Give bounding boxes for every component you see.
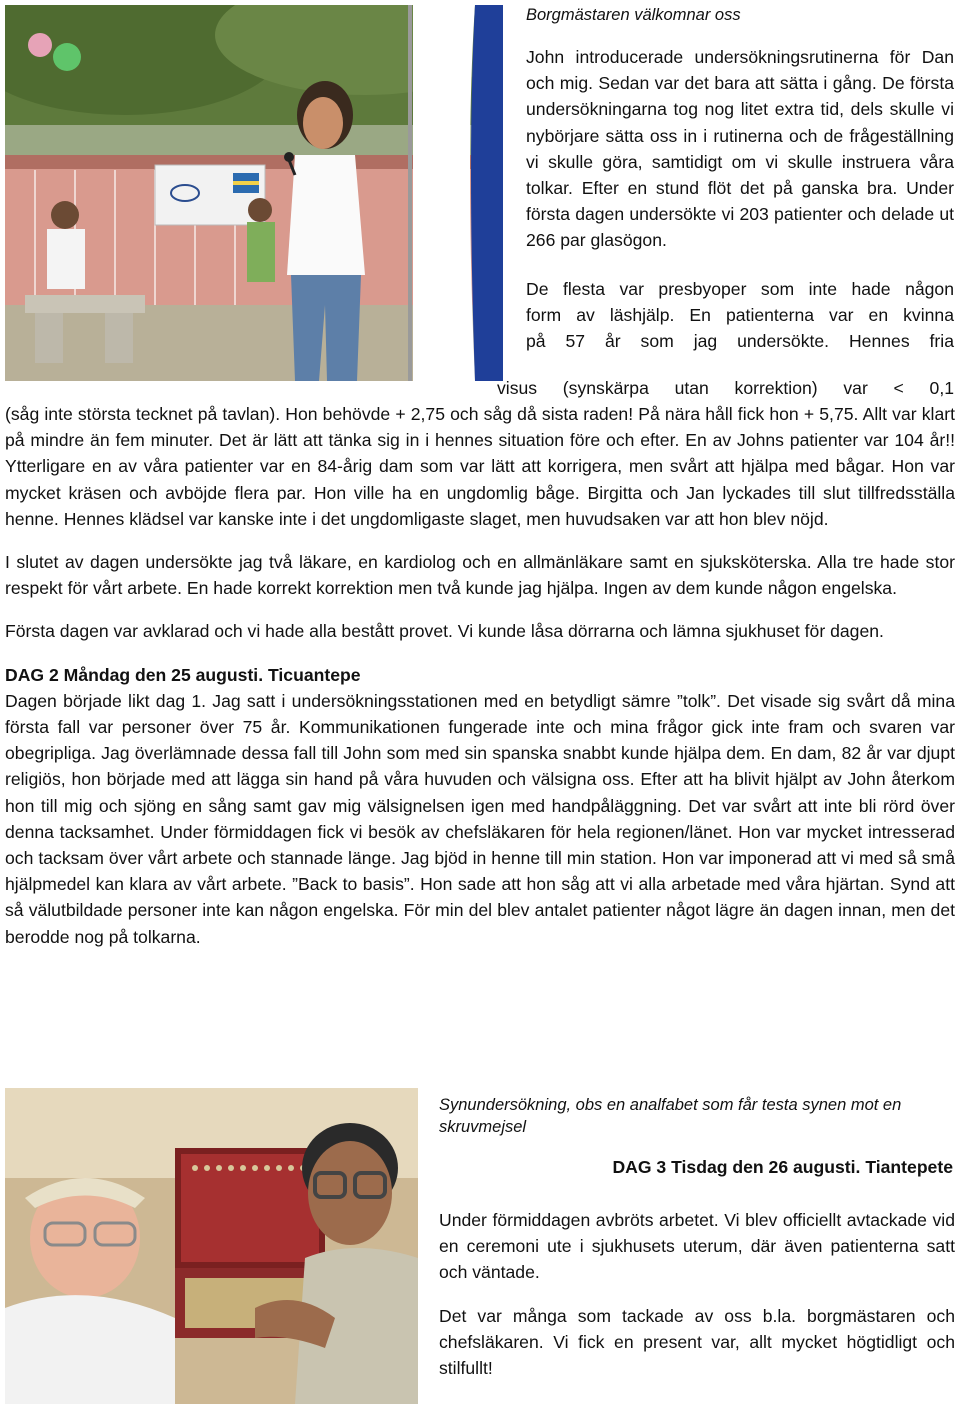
paragraph-day2: Dagen började likt dag 1. Jag satt i undersökningsstationen med en betydligt sämre ”tolk”. Det visade sig svårt då mina första fall var personer över 75 år. Kommunikationen fungerade inte och mina frågor gick inte fram och svaren var obegripliga. Jag överlämnade dessa fall till John som med sin spanska snabbt kunde hjälpa dem. En dam, 82 år var djupt religiös, hon började med att lägga sin hand på våra huvuden och välsigna oss. Efter att ha blivit hjälpt av John återkom hon till mig och sjöng en sång samt gav mig välsignelsen igen med handpåläggning. Det var svårt att inte bli rörd över denna tacksamhet. Under förmiddagen fick vi besök av chefsläkaren för hela regionen/länet. Hon var mycket intresserad och tacksam över vårt arbete och stannade länge. Jag bjöd in henne till min station. Hon var imponerad att vi med så små hjälpmedel kan klara av vårt arbete. ”Back to basis”. Hon sade att hon såg att vi alla arbetade med våra hjärtan. Synd att så välutbildade personer inte kan någon engelska. För min del blev antalet patienter något lägre än dagen innan, men det berodde nog på tolkarna. [5,690,955,947]
paragraph-intro: John introducerade undersökningsrutinerna för Dan och mig. Sedan var det bara att sätta i gång. De första undersökningarna tog nog litet extra tid, dels skulle vi nybörjare sätta oss in i rutinerna och de frågeställning vi skulle göra, samtidigt om vi skulle instruera våra tolkar. Efter en stund flöt det på ganska bra. Under första dagen undersökte vi 203 patienter och delade ut 266 par glasögon. [526,47,954,251]
text-line: på 57 år som jag undersökte. Hennes fria [526,331,954,352]
day3-text [439,1207,955,1381]
text-line: form av läshjälp. En patienterna var en kvinna [526,304,954,325]
paragraph-day3-thanks: Det var många som tackade av oss b.la. borgmästaren och chefsläkaren. Vi fick en present var, allt mycket högtidligt och stilfullt! [439,1305,955,1379]
text-line-visus: visus (synskärpa utan korrektion) var < 0,1 [497,378,954,398]
photo-eye-exam [5,1088,418,1404]
paragraph-day1-done: Första dagen var avklarad och vi hade alla bestått provet. Vi kunde låsa dörrarna och lämna sjukhuset för dagen. [5,621,884,642]
heading-day2: DAG 2 Måndag den 25 augusti. Ticuantepe [5,664,361,685]
photo-mayor-welcome [5,5,503,381]
main-text [5,401,955,950]
paragraph-patients: (såg inte största tecknet på tavlan). Hon behövde + 2,75 och såg då sista raden! På nära håll fick hon + 5,75. Allt var klart på mindre än fem minuter. Det är lätt att tänka sig in i hennes situation före och efter. En av Johns patienter var 104 år!! Ytterligare en av våra patienter var en 84-årig dam som var lätt att korrigera, men svårt att hjälpa med bågar. Hon var mycket kräsen och avböjde flera par. Hon ville ha en ungdomlig båge. Birgitta och Jan lyckades till slut tillfredsställa henne. Hennes klädsel var kanske inte i det ungdomligaste slaget, men huvudsaken var att hon blev nöjd. [5,404,955,529]
column-text [526,44,954,354]
photo-mayor-illustration [5,5,503,381]
photo-caption-mayor: Borgmästaren välkomnar oss [526,6,741,24]
photo-caption-eye-exam: Synundersökning, obs en analfabet som får testa synen mot en skruvmejsel [439,1096,902,1136]
photo-eye-exam-illustration [5,1088,418,1404]
paragraph-presbyopes-start [526,276,954,355]
text-line: De flesta var presbyoper som inte hade någon [526,278,954,299]
heading-day3: DAG 3 Tisdag den 26 augusti. Tiantepete [612,1157,953,1177]
paragraph-day3-ceremony: Under förmiddagen avbröts arbetet. Vi blev officiellt avtackade vid en ceremoni ute i sjukhusets uterum, där även patienterna satt och väntade. [439,1210,955,1283]
paragraph-doctors: I slutet av dagen undersökte jag två läkare, en kardiolog och en allmänläkare samt en sjuksköterska. Alla tre hade stor respekt för vårt arbete. En hade korrekt korrektion men två kunde jag hjälpa. Ingen av dem kunde någon engelska. [5,552,955,599]
